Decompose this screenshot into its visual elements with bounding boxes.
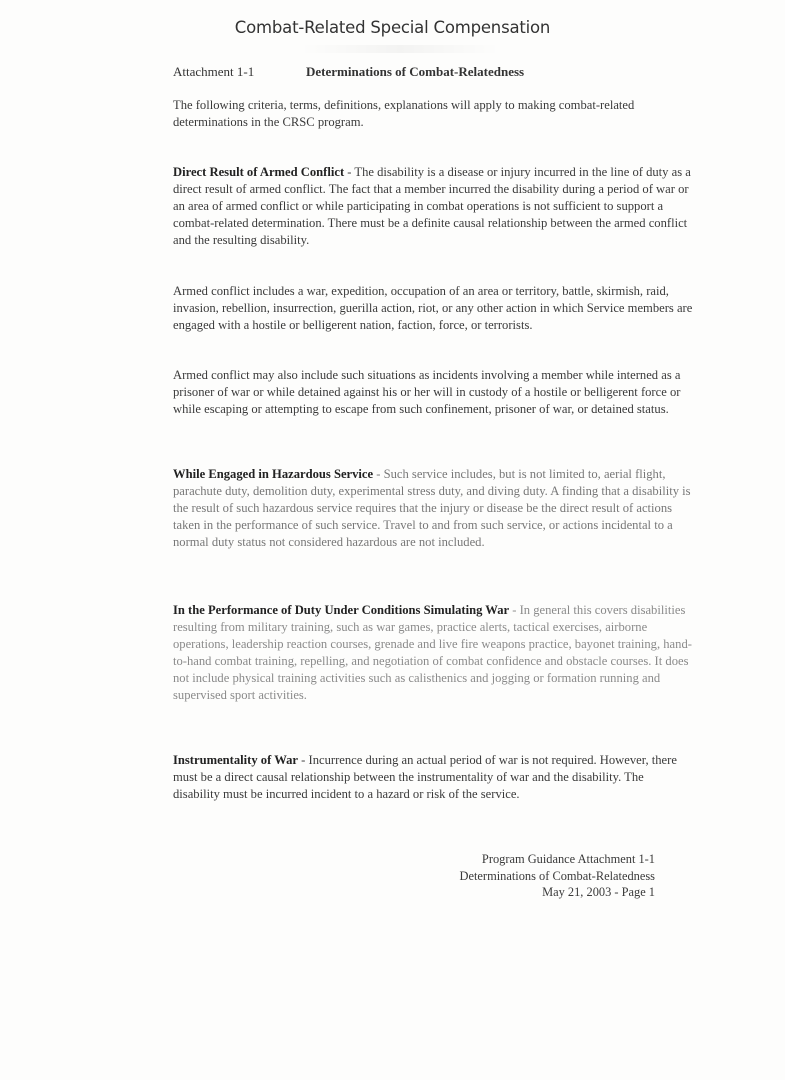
section-armed-conflict-pow bbox=[173, 367, 693, 418]
attachment-number: Attachment 1-1 bbox=[173, 64, 255, 79]
section-instrumentality-of-war bbox=[173, 752, 693, 803]
section-heading: While Engaged in Hazardous Service bbox=[173, 467, 374, 481]
section-body: - Incurrence during an actual period of war is not required. However, there must be a direct causal relationship between the instrumentality of war and the disability. The disability must be incurred incident to a hazard or risk of the service. bbox=[173, 753, 677, 801]
section-body: Armed conflict may also include such situations as incidents involving a member while interned as a prisoner of war or while detained against his or her will in custody of a hostile or belligerent force or while escaping or attempting to escape from such confinement, prisoner of war, or detained status. bbox=[173, 368, 681, 416]
section-heading: Instrumentality of War bbox=[173, 753, 299, 767]
page-footer bbox=[460, 851, 655, 901]
section-armed-conflict-definition bbox=[173, 283, 693, 334]
section-body: - Such service includes, but is not limited to, aerial flight, parachute duty, demolition duty, experimental stress duty, and diving duty. A finding that a disability is the result of such hazardous service requires that the injury or disease be the direct result of actions taken in the performance of such service. Travel to and from such service, or actions incidental to a normal duty status not considered hazardous are not included. bbox=[173, 467, 691, 549]
page-title: Combat-Related Special Compensation bbox=[234, 18, 551, 37]
scan-artifact bbox=[300, 45, 500, 53]
footer-line-2: Determinations of Combat-Relatedness bbox=[459, 868, 655, 883]
section-heading: In the Performance of Duty Under Conditions Simulating War bbox=[173, 603, 510, 617]
section-body: - In general this covers disabilities resulting from military training, such as war games, practice alerts, tactical exercises, airborne operations, leadership reaction courses, grenade and live fire weapons practice, bayonet training, hand-to-hand combat training, repelling, and negotiation of combat confidence and obstacle courses. It does not include physical training activities such as calisthenics and jogging or formation running and supervised sport activities. bbox=[173, 603, 692, 702]
section-direct-result bbox=[173, 164, 693, 249]
section-heading: Direct Result of Armed Conflict bbox=[173, 165, 345, 179]
section-hazardous-service bbox=[173, 466, 693, 551]
intro-paragraph: The following criteria, terms, definitions, explanations will apply to making combat-related determinations in the CRSC program. bbox=[173, 98, 635, 129]
attachment-title: Determinations of Combat-Relatedness bbox=[306, 64, 525, 79]
footer-line-3: May 21, 2003 - Page 1 bbox=[542, 885, 655, 899]
section-body: Armed conflict includes a war, expedition, occupation of an area or territory, battle, skirmish, raid, invasion, rebellion, insurrection, guerilla action, riot, or any other action in which Service members are engaged with a hostile or belligerent nation, faction, force, or terrorists. bbox=[173, 284, 693, 332]
footer-line-1: Program Guidance Attachment 1-1 bbox=[481, 852, 655, 866]
attachment-heading bbox=[173, 64, 524, 80]
section-simulating-war bbox=[173, 602, 693, 703]
section-body: - The disability is a disease or injury incurred in the line of duty as a direct result of armed conflict. The fact that a member incurred the disability during a period of war or an area of armed conflict or while participating in combat operations is not sufficient to support a combat-related determination. There must be a definite causal relationship between the armed conflict and the resulting disability. bbox=[173, 165, 691, 247]
